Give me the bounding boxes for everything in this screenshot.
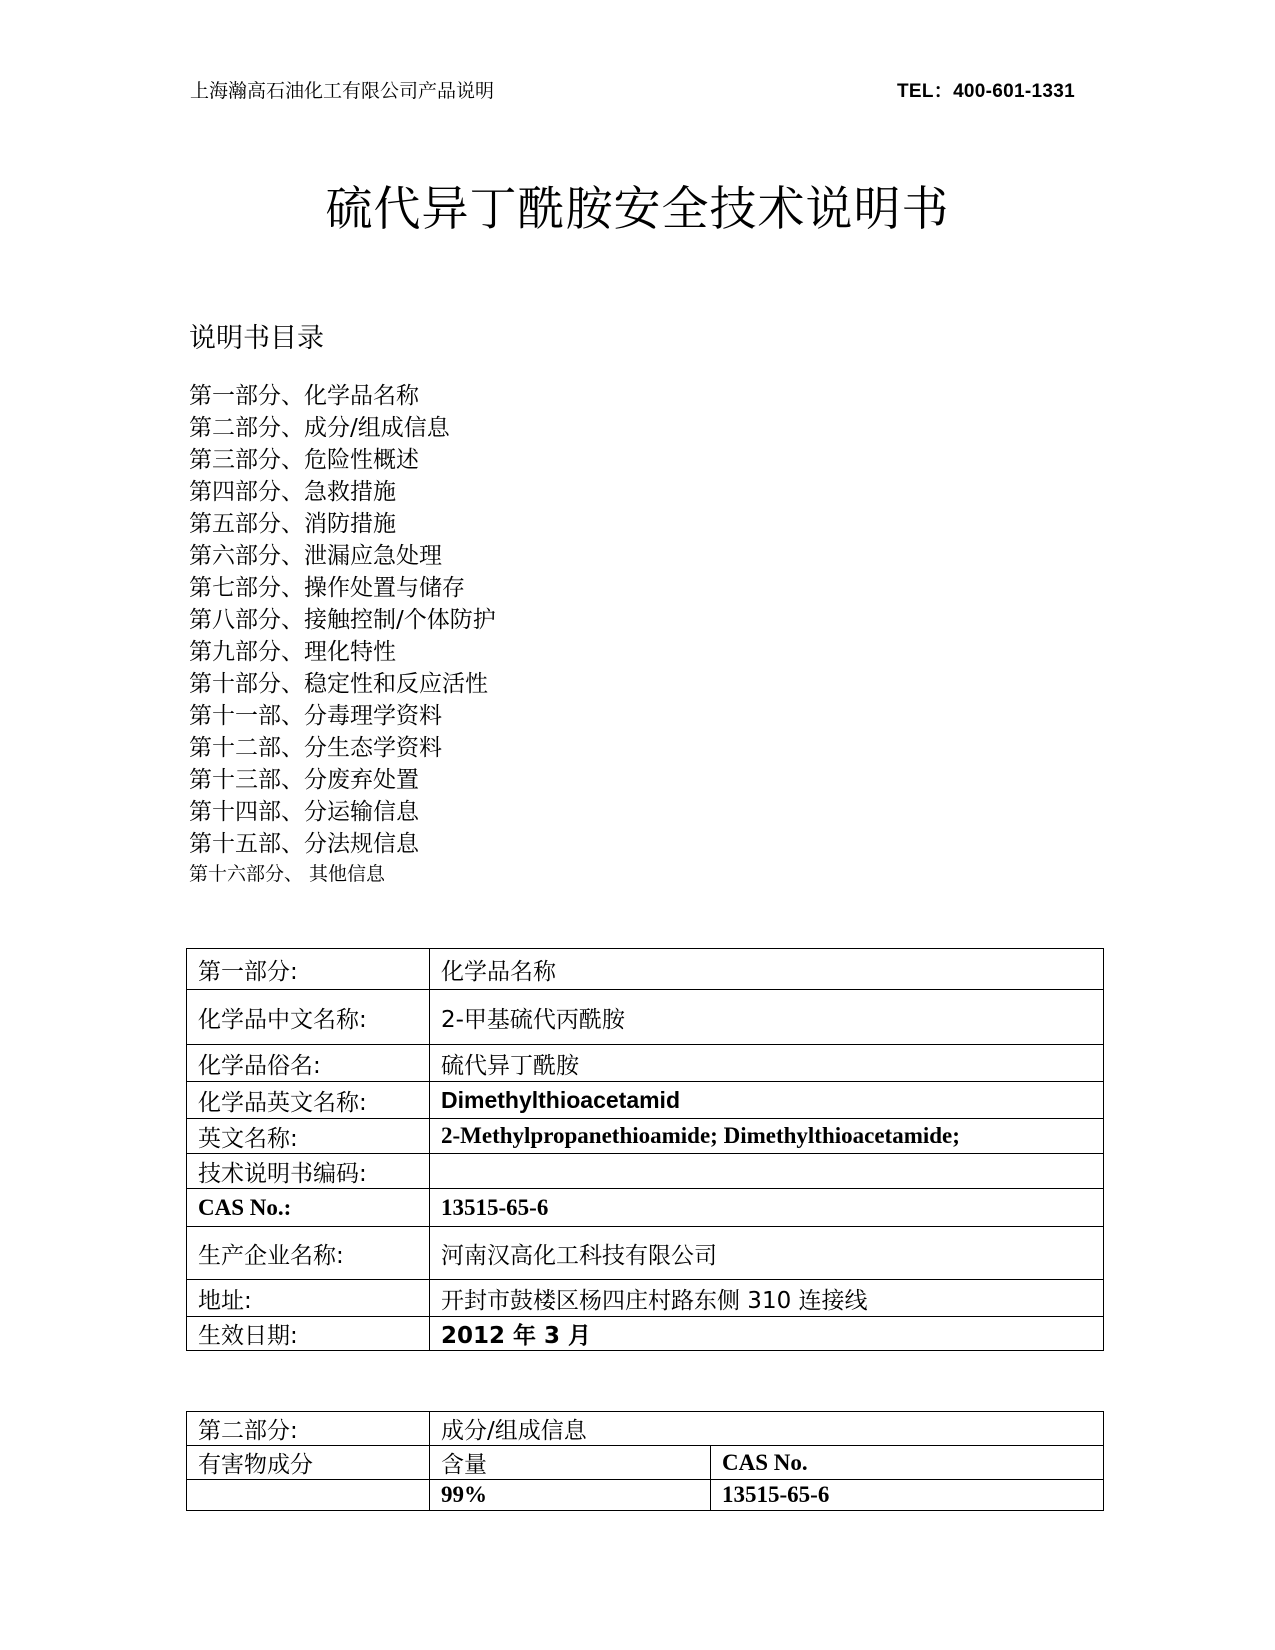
- table-row: [187, 949, 1104, 990]
- section-label: 第一部分:: [187, 949, 430, 990]
- toc-item: 第十三部、分废弃处置: [189, 767, 419, 793]
- row-label: 生效日期:: [187, 1317, 430, 1351]
- row-value: [430, 1154, 1104, 1189]
- row-value: 河南汉高化工科技有限公司: [430, 1227, 1104, 1280]
- row-label: 生产企业名称:: [187, 1227, 430, 1280]
- column-header-cas: CAS No.: [711, 1446, 1104, 1480]
- toc-item: 第十四部、分运输信息: [189, 799, 419, 825]
- row-value: 2-Methylpropanethioamide; Dimethylthioacetamide;: [430, 1119, 1104, 1154]
- toc-item: 第十一部、分毒理学资料: [189, 703, 442, 729]
- toc-item: 第十二部、分生态学资料: [189, 735, 442, 761]
- table-row: [187, 1154, 1104, 1189]
- row-label: CAS No.:: [187, 1189, 430, 1227]
- toc-item: 第十六部分、 其他信息: [189, 863, 386, 885]
- table-row: [187, 1189, 1104, 1227]
- table-row: [187, 1119, 1104, 1154]
- toc-item: 第七部分、操作处置与储存: [189, 575, 465, 601]
- toc-item: 第十部分、稳定性和反应活性: [189, 671, 488, 697]
- toc-heading: 说明书目录: [189, 323, 324, 354]
- section-label: 第二部分:: [187, 1412, 430, 1446]
- table-of-contents: [189, 380, 496, 888]
- table-row: [187, 1227, 1104, 1280]
- content-cell: 99%: [430, 1480, 711, 1511]
- component-cell: [187, 1480, 430, 1511]
- row-value: 2012 年 3 月: [430, 1317, 1104, 1351]
- row-value: 13515-65-6: [430, 1189, 1104, 1227]
- row-label: 化学品中文名称:: [187, 990, 430, 1045]
- table-row: [187, 990, 1104, 1045]
- section-title: 成分/组成信息: [430, 1412, 1104, 1446]
- row-value: 2-甲基硫代丙酰胺: [430, 990, 1104, 1045]
- column-header-component: 有害物成分: [187, 1446, 430, 1480]
- section1-table: [186, 948, 1104, 1351]
- row-value: 开封市鼓楼区杨四庄村路东侧 310 连接线: [430, 1280, 1104, 1317]
- section2-table: [186, 1411, 1104, 1511]
- section-title: 化学品名称: [430, 949, 1104, 990]
- table-row: [187, 1480, 1104, 1511]
- table-row: [187, 1045, 1104, 1082]
- toc-item: 第二部分、成分/组成信息: [189, 415, 450, 441]
- table-row: [187, 1082, 1104, 1119]
- toc-item: 第八部分、接触控制/个体防护: [189, 607, 496, 633]
- column-header-content: 含量: [430, 1446, 711, 1480]
- row-value: Dimethylthioacetamid: [430, 1082, 1104, 1119]
- toc-item: 第一部分、化学品名称: [189, 383, 419, 409]
- header-company: 上海瀚高石油化工有限公司产品说明: [190, 80, 495, 102]
- row-label: 化学品英文名称:: [187, 1082, 430, 1119]
- toc-item: 第三部分、危险性概述: [189, 447, 419, 473]
- header-tel: TEL：400-601-1331: [896, 81, 1075, 102]
- row-label: 地址:: [187, 1280, 430, 1317]
- toc-item: 第四部分、急救措施: [189, 479, 396, 505]
- toc-item: 第六部分、泄漏应急处理: [189, 543, 442, 569]
- toc-item: 第五部分、消防措施: [189, 511, 396, 537]
- table-row: [187, 1412, 1104, 1446]
- table-row: [187, 1446, 1104, 1480]
- row-value: 硫代异丁酰胺: [430, 1045, 1104, 1082]
- document-title: 硫代异丁酰胺安全技术说明书: [325, 182, 950, 237]
- table-row: [187, 1280, 1104, 1317]
- toc-item: 第九部分、理化特性: [189, 639, 396, 665]
- table-row: [187, 1317, 1104, 1351]
- toc-item: 第十五部、分法规信息: [189, 831, 419, 857]
- row-label: 化学品俗名:: [187, 1045, 430, 1082]
- row-label: 技术说明书编码:: [187, 1154, 430, 1189]
- row-label: 英文名称:: [187, 1119, 430, 1154]
- cas-cell: 13515-65-6: [711, 1480, 1104, 1511]
